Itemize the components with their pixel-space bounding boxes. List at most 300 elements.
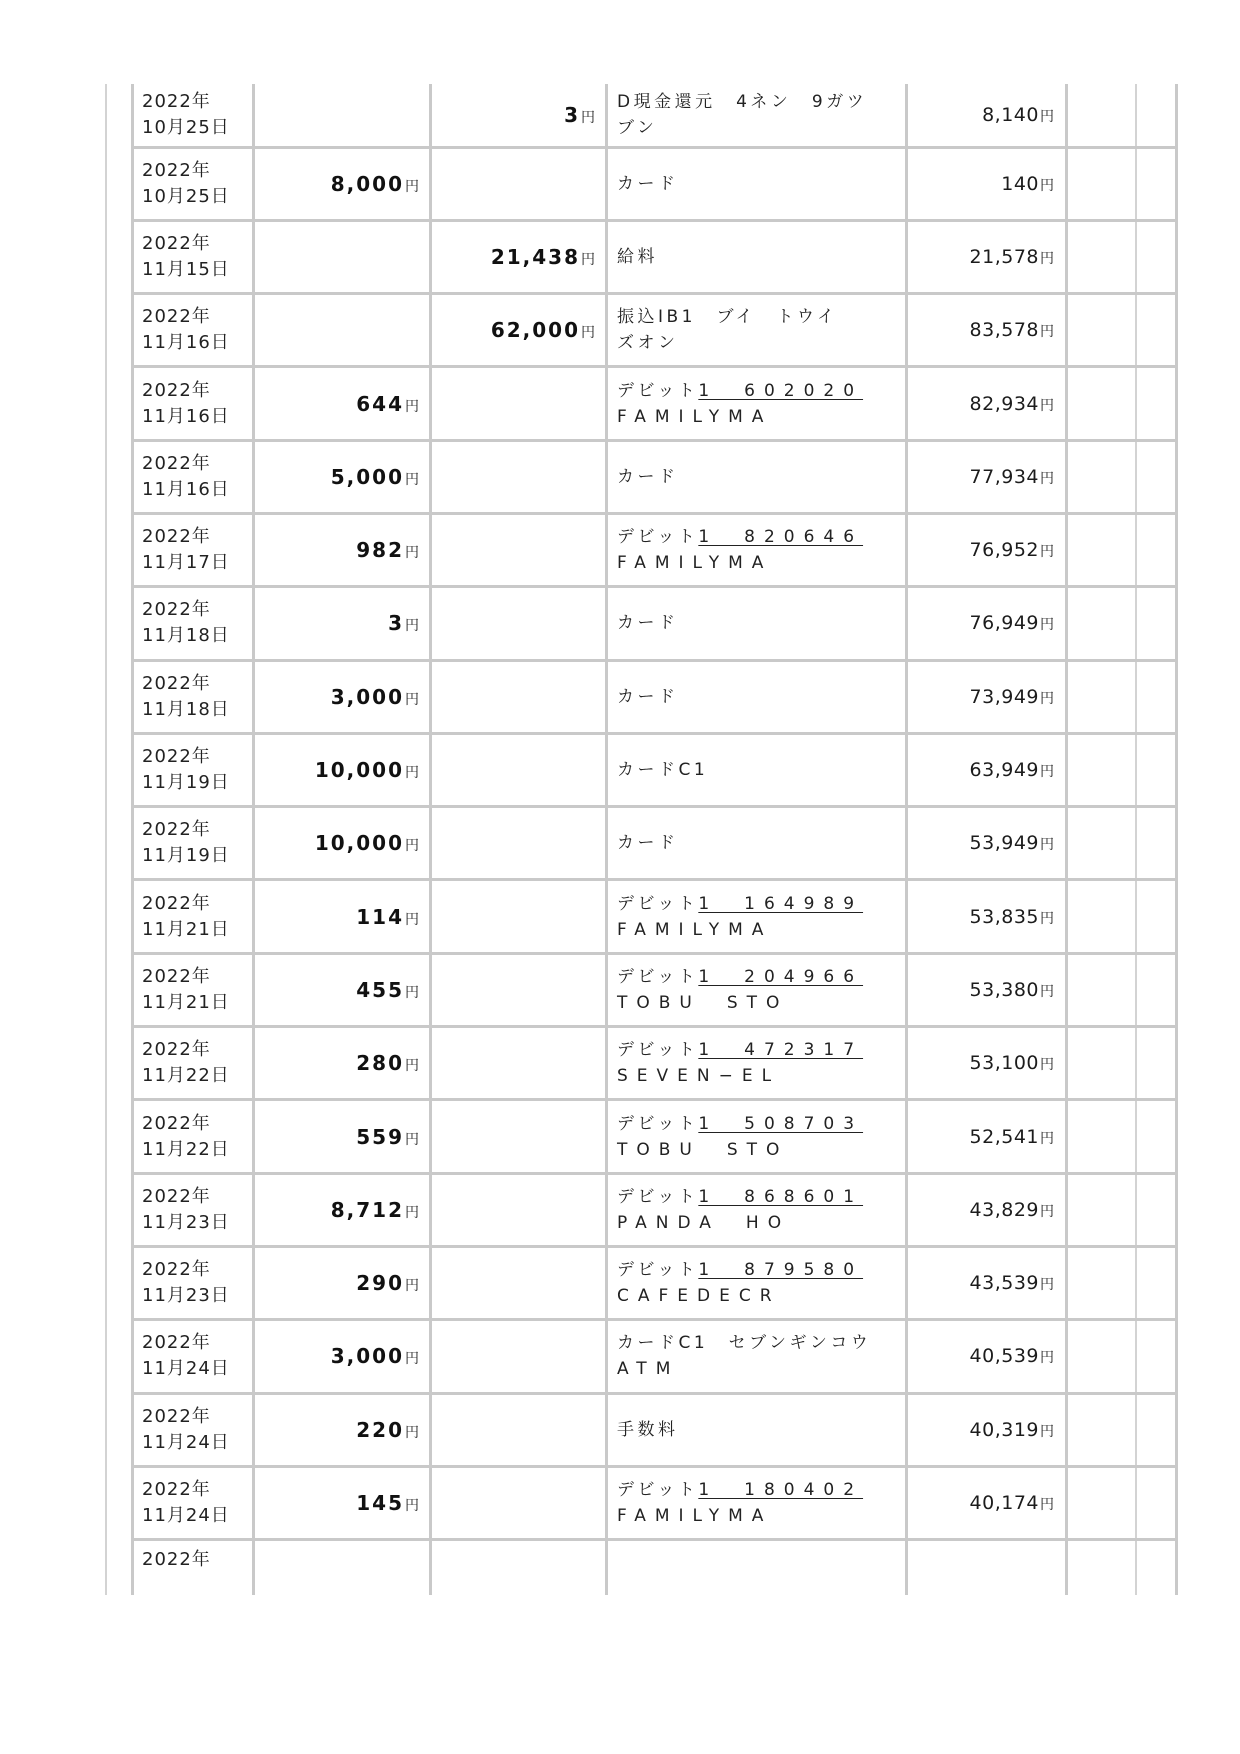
currency-unit: 円: [405, 691, 419, 708]
description-line-2: PANDA HO: [617, 1212, 791, 1233]
description-text: デビット: [617, 1479, 699, 1500]
date-year: 2022年: [142, 379, 211, 401]
currency-unit: 円: [405, 1278, 419, 1295]
deposit-cell: [431, 294, 607, 367]
balance-cell: [907, 587, 1067, 660]
currency-unit: 円: [405, 765, 419, 782]
date-cell: [133, 880, 254, 953]
deposit-cell: [431, 513, 607, 586]
date-cell: [133, 367, 254, 440]
description-line-1: [617, 684, 905, 710]
description-text: カード: [617, 613, 679, 634]
balance-cell: [907, 1466, 1067, 1539]
description-line-1: [617, 1417, 905, 1443]
description-cell: [607, 1246, 907, 1319]
balance-amount: 40,539: [969, 1345, 1039, 1368]
description-link[interactable]: 1 868601: [698, 1186, 864, 1207]
date-cell: [133, 1027, 254, 1100]
date-cell: [133, 84, 254, 147]
deposit-cell: [431, 440, 607, 513]
date-year: 2022年: [142, 965, 211, 987]
date-month-day: 11月17日: [142, 552, 230, 574]
balance-amount: 140: [1001, 172, 1039, 195]
deposit-amount: 62,000: [490, 318, 580, 343]
memo-cell: [1067, 1540, 1177, 1595]
balance-cell: [907, 1027, 1067, 1100]
description-line-1: [617, 89, 905, 115]
balance-amount: 53,380: [969, 978, 1039, 1001]
description-link[interactable]: 1 164989: [698, 893, 864, 914]
balance-amount: 53,100: [969, 1052, 1039, 1075]
description-line-1: [617, 757, 905, 783]
transaction-row: [133, 1540, 1177, 1595]
balance-amount: 77,934: [969, 465, 1039, 488]
date-year: 2022年: [142, 892, 211, 914]
currency-unit: 円: [405, 1131, 419, 1148]
deposit-cell: [431, 807, 607, 880]
balance-amount: 40,174: [969, 1491, 1039, 1514]
currency-unit: 円: [1040, 837, 1054, 854]
memo-cell: [1067, 84, 1177, 147]
date-month-day: 11月19日: [142, 845, 230, 867]
withdrawal-amount: 982: [356, 538, 404, 563]
balance-cell: [907, 1320, 1067, 1393]
memo-cell: [1067, 1246, 1177, 1319]
currency-unit: 円: [405, 178, 419, 195]
description-cell: [607, 220, 907, 293]
currency-unit: 円: [581, 109, 595, 126]
description-cell: [607, 440, 907, 513]
balance-cell: [907, 660, 1067, 733]
withdrawal-cell: [254, 1540, 431, 1595]
deposit-cell: [431, 220, 607, 293]
currency-unit: 円: [1040, 690, 1054, 707]
date-year: 2022年: [142, 599, 211, 621]
description-cell: [607, 1466, 907, 1539]
memo-cell: [1067, 147, 1177, 220]
currency-unit: 円: [1040, 470, 1054, 487]
date-month-day: 10月25日: [142, 185, 230, 207]
transaction-row: [133, 1100, 1177, 1173]
balance-cell: [907, 367, 1067, 440]
withdrawal-amount: 290: [356, 1271, 404, 1296]
transaction-table-body: [133, 84, 1177, 1595]
description-text: カード: [617, 686, 679, 707]
date-month-day: 11月22日: [142, 1065, 230, 1087]
transaction-row: [133, 733, 1177, 806]
description-text: デビット: [617, 380, 699, 401]
description-line-2: CAFEDECR: [617, 1286, 781, 1307]
date-year: 2022年: [142, 1039, 211, 1061]
memo-cell: [1067, 1027, 1177, 1100]
description-text: デビット: [617, 1113, 699, 1134]
currency-unit: 円: [405, 838, 419, 855]
balance-amount: 83,578: [969, 319, 1039, 342]
memo-cell: [1067, 953, 1177, 1026]
memo-cell: [1067, 1100, 1177, 1173]
balance-cell: [907, 1393, 1067, 1466]
withdrawal-cell: [254, 84, 431, 147]
description-line-1: [617, 1111, 905, 1137]
withdrawal-cell: [254, 1100, 431, 1173]
description-line-1: [617, 610, 905, 636]
deposit-cell: [431, 367, 607, 440]
currency-unit: 円: [1040, 983, 1054, 1000]
description-text: デビット: [617, 893, 699, 914]
description-line-2: TOBU STO: [617, 1139, 789, 1160]
description-cell: [607, 953, 907, 1026]
description-line-1: [617, 304, 905, 330]
withdrawal-cell: [254, 587, 431, 660]
currency-unit: 円: [1040, 250, 1054, 267]
memo-cell: [1067, 513, 1177, 586]
balance-amount: 53,949: [969, 832, 1039, 855]
date-year: 2022年: [142, 672, 211, 694]
date-month-day: 11月21日: [142, 991, 230, 1013]
description-cell: [607, 587, 907, 660]
description-line-2: TOBU STO: [617, 992, 789, 1013]
transaction-row: [133, 513, 1177, 586]
deposit-cell: [431, 953, 607, 1026]
withdrawal-cell: [254, 1393, 431, 1466]
currency-unit: 円: [405, 1204, 419, 1221]
balance-cell: [907, 1540, 1067, 1595]
date-cell: [133, 1246, 254, 1319]
deposit-cell: [431, 1027, 607, 1100]
description-link[interactable]: 1 879580: [698, 1260, 864, 1281]
withdrawal-cell: [254, 440, 431, 513]
description-cell: [607, 1540, 907, 1595]
withdrawal-amount: 3: [388, 611, 404, 636]
balance-cell: [907, 84, 1067, 147]
currency-unit: 円: [1040, 544, 1054, 561]
withdrawal-amount: 3,000: [330, 684, 404, 709]
currency-unit: 円: [1040, 1203, 1054, 1220]
description-cell: [607, 1173, 907, 1246]
currency-unit: 円: [1040, 1277, 1054, 1294]
description-line-2: ブン: [617, 117, 658, 138]
memo-cell: [1067, 1173, 1177, 1246]
withdrawal-cell: [254, 733, 431, 806]
balance-amount: 43,539: [969, 1272, 1039, 1295]
description-cell: [607, 147, 907, 220]
transaction-row: [133, 660, 1177, 733]
withdrawal-cell: [254, 367, 431, 440]
withdrawal-amount: 10,000: [314, 758, 404, 783]
balance-amount: 53,835: [969, 905, 1039, 928]
description-cell: [607, 84, 907, 147]
currency-unit: 円: [581, 251, 595, 268]
description-cell: [607, 513, 907, 586]
balance-amount: 82,934: [969, 392, 1039, 415]
date-month-day: 11月24日: [142, 1431, 230, 1453]
balance-cell: [907, 147, 1067, 220]
withdrawal-cell: [254, 660, 431, 733]
description-text: 手数料: [617, 1419, 679, 1440]
currency-unit: 円: [1040, 617, 1054, 634]
balance-amount: 40,319: [969, 1418, 1039, 1441]
date-cell: [133, 1466, 254, 1539]
description-text: カード: [617, 466, 679, 487]
description-line-2: FAMILYMA: [617, 1505, 773, 1526]
balance-cell: [907, 953, 1067, 1026]
withdrawal-cell: [254, 953, 431, 1026]
transaction-row: [133, 953, 1177, 1026]
balance-amount: 63,949: [969, 759, 1039, 782]
withdrawal-cell: [254, 513, 431, 586]
description-cell: [607, 1393, 907, 1466]
currency-unit: 円: [1040, 324, 1054, 341]
memo-cell: [1067, 440, 1177, 513]
date-cell: [133, 660, 254, 733]
currency-unit: 円: [1040, 1130, 1054, 1147]
withdrawal-amount: 455: [356, 977, 404, 1002]
date-month-day: 10月25日: [142, 116, 230, 138]
description-line-1: [617, 524, 905, 550]
balance-amount: 21,578: [969, 245, 1039, 268]
balance-cell: [907, 440, 1067, 513]
description-line-1: [617, 378, 905, 404]
description-text: 振込IB1 ブイ トウイ: [617, 307, 838, 328]
description-line-2: FAMILYMA: [617, 406, 773, 427]
withdrawal-amount: 644: [356, 391, 404, 416]
date-cell: [133, 220, 254, 293]
description-link[interactable]: 1 508703: [698, 1113, 864, 1134]
description-text: カード: [617, 833, 679, 854]
deposit-cell: [431, 1466, 607, 1539]
currency-unit: 円: [405, 618, 419, 635]
description-line-2: FAMILYMA: [617, 919, 773, 940]
withdrawal-cell: [254, 1173, 431, 1246]
description-link[interactable]: 1 180402: [698, 1479, 864, 1500]
memo-cell: [1067, 220, 1177, 293]
description-cell: [607, 733, 907, 806]
date-cell: [133, 587, 254, 660]
description-text: カードC1 セブンギンコウ: [617, 1333, 872, 1354]
date-year: 2022年: [142, 1405, 211, 1427]
date-month-day: 11月24日: [142, 1358, 230, 1380]
currency-unit: 円: [405, 911, 419, 928]
date-month-day: 11月16日: [142, 478, 230, 500]
balance-amount: 76,952: [969, 539, 1039, 562]
date-year: 2022年: [142, 1332, 211, 1354]
transaction-row: [133, 587, 1177, 660]
date-cell: [133, 1320, 254, 1393]
description-line-1: [617, 830, 905, 856]
description-line-2: ズオン: [617, 333, 679, 354]
date-month-day: 11月16日: [142, 332, 230, 354]
page-frame-left-line: [105, 84, 107, 1595]
balance-cell: [907, 294, 1067, 367]
date-month-day: 11月18日: [142, 625, 230, 647]
date-year: 2022年: [142, 746, 211, 768]
memo-cell: [1067, 807, 1177, 880]
currency-unit: 円: [1040, 910, 1054, 927]
balance-cell: [907, 1100, 1067, 1173]
memo-cell: [1067, 660, 1177, 733]
currency-unit: 円: [405, 1424, 419, 1441]
transaction-row: [133, 1246, 1177, 1319]
date-year: 2022年: [142, 1185, 211, 1207]
deposit-cell: [431, 84, 607, 147]
withdrawal-amount: 220: [356, 1417, 404, 1442]
deposit-cell: [431, 880, 607, 953]
withdrawal-amount: 114: [356, 904, 404, 929]
description-text: デビット: [617, 1260, 699, 1281]
currency-unit: 円: [1040, 764, 1054, 781]
date-cell: [133, 733, 254, 806]
date-cell: [133, 1100, 254, 1173]
description-text: カードC1: [617, 760, 709, 781]
description-text: デビット: [617, 527, 699, 548]
withdrawal-amount: 145: [356, 1490, 404, 1515]
description-line-1: [617, 1330, 905, 1356]
currency-unit: 円: [1040, 177, 1054, 194]
description-line-1: [617, 964, 905, 990]
description-link[interactable]: 1 820646: [698, 527, 864, 548]
deposit-amount: 21,438: [490, 244, 580, 269]
deposit-cell: [431, 1320, 607, 1393]
description-link[interactable]: 1 602020: [698, 380, 864, 401]
transaction-row: [133, 1393, 1177, 1466]
deposit-cell: [431, 1246, 607, 1319]
description-cell: [607, 1320, 907, 1393]
withdrawal-cell: [254, 147, 431, 220]
description-line-1: [617, 464, 905, 490]
memo-cell: [1067, 367, 1177, 440]
transaction-row: [133, 294, 1177, 367]
description-line-1: [617, 1477, 905, 1503]
description-line-1: [617, 1037, 905, 1063]
memo-cell: [1067, 880, 1177, 953]
date-year: 2022年: [142, 1549, 211, 1571]
date-year: 2022年: [142, 1259, 211, 1281]
transaction-row: [133, 1173, 1177, 1246]
transaction-row: [133, 880, 1177, 953]
currency-unit: 円: [1040, 1350, 1054, 1367]
description-text: カード: [617, 173, 679, 194]
date-year: 2022年: [142, 90, 211, 112]
date-month-day: 11月15日: [142, 258, 230, 280]
date-year: 2022年: [142, 1112, 211, 1134]
description-cell: [607, 807, 907, 880]
withdrawal-cell: [254, 1466, 431, 1539]
date-cell: [133, 294, 254, 367]
transaction-row: [133, 807, 1177, 880]
balance-amount: 73,949: [969, 685, 1039, 708]
description-cell: [607, 1027, 907, 1100]
currency-unit: 円: [1040, 397, 1054, 414]
description-line-1: [617, 244, 905, 270]
description-text: デビット: [617, 966, 699, 987]
date-year: 2022年: [142, 452, 211, 474]
transaction-row: [133, 440, 1177, 513]
description-cell: [607, 367, 907, 440]
transaction-table: [131, 84, 1178, 1595]
date-year: 2022年: [142, 232, 211, 254]
balance-cell: [907, 1246, 1067, 1319]
deposit-cell: [431, 1540, 607, 1595]
date-year: 2022年: [142, 159, 211, 181]
withdrawal-amount: 8,712: [330, 1197, 404, 1222]
memo-cell: [1067, 1466, 1177, 1539]
deposit-cell: [431, 660, 607, 733]
currency-unit: 円: [1040, 1496, 1054, 1513]
memo-cell: [1067, 294, 1177, 367]
transaction-row: [133, 1466, 1177, 1539]
withdrawal-cell: [254, 880, 431, 953]
date-cell: [133, 440, 254, 513]
currency-unit: 円: [1040, 108, 1054, 125]
currency-unit: 円: [405, 545, 419, 562]
description-text: デビット: [617, 1186, 699, 1207]
withdrawal-amount: 8,000: [330, 171, 404, 196]
date-cell: [133, 1393, 254, 1466]
memo-cell: [1067, 733, 1177, 806]
deposit-amount: 3: [564, 102, 580, 127]
balance-amount: 43,829: [969, 1198, 1039, 1221]
date-year: 2022年: [142, 526, 211, 548]
currency-unit: 円: [1040, 1423, 1054, 1440]
description-cell: [607, 880, 907, 953]
memo-cell: [1067, 587, 1177, 660]
date-cell: [133, 807, 254, 880]
withdrawal-amount: 280: [356, 1051, 404, 1076]
memo-cell: [1067, 1320, 1177, 1393]
date-year: 2022年: [142, 819, 211, 841]
balance-cell: [907, 733, 1067, 806]
deposit-cell: [431, 1173, 607, 1246]
balance-amount: 8,140: [982, 103, 1039, 126]
description-line-1: [617, 171, 905, 197]
withdrawal-cell: [254, 220, 431, 293]
withdrawal-amount: 3,000: [330, 1344, 404, 1369]
description-line-2: ATM: [617, 1359, 680, 1380]
date-month-day: 11月23日: [142, 1285, 230, 1307]
currency-unit: 円: [405, 471, 419, 488]
withdrawal-cell: [254, 1246, 431, 1319]
withdrawal-amount: 5,000: [330, 464, 404, 489]
memo-cell: [1067, 1393, 1177, 1466]
balance-amount: 52,541: [969, 1125, 1039, 1148]
deposit-cell: [431, 1393, 607, 1466]
withdrawal-amount: 559: [356, 1124, 404, 1149]
withdrawal-cell: [254, 1320, 431, 1393]
description-cell: [607, 660, 907, 733]
withdrawal-cell: [254, 807, 431, 880]
transaction-row: [133, 1320, 1177, 1393]
currency-unit: 円: [405, 1497, 419, 1514]
date-year: 2022年: [142, 1478, 211, 1500]
transaction-row: [133, 220, 1177, 293]
date-month-day: 11月19日: [142, 772, 230, 794]
date-cell: [133, 1540, 254, 1595]
description-text: D現金還元 4ネン 9ガツ: [617, 91, 868, 112]
balance-amount: 76,949: [969, 612, 1039, 635]
date-month-day: 11月16日: [142, 405, 230, 427]
description-cell: [607, 1100, 907, 1173]
description-line-1: [617, 891, 905, 917]
currency-unit: 円: [405, 1351, 419, 1368]
description-link[interactable]: 1 204966: [698, 966, 864, 987]
description-line-1: [617, 1257, 905, 1283]
description-link[interactable]: 1 472317: [698, 1040, 864, 1061]
description-cell: [607, 294, 907, 367]
description-line-2: SEVEN−EL: [617, 1066, 781, 1087]
date-cell: [133, 1173, 254, 1246]
deposit-cell: [431, 733, 607, 806]
balance-cell: [907, 807, 1067, 880]
